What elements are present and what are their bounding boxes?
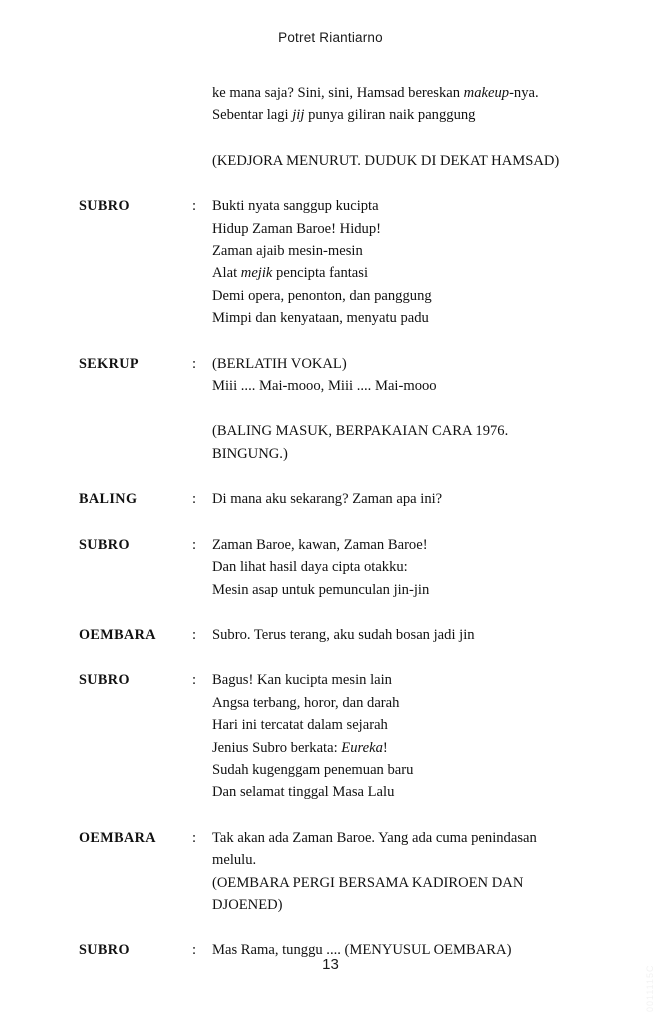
speaker-label: SUBRO [79,942,130,959]
dialogue-line-row [79,781,579,803]
dialogue-text [212,894,579,916]
speaker-colon: : [192,672,197,689]
speaker-label: BALING [79,491,138,508]
dialogue-text [212,579,579,601]
dialogue-text [212,420,579,465]
emphasis-text: makeup [463,85,510,101]
text-line: Alat mejik pencipta fantasi [212,265,369,282]
dialogue-block [79,150,579,172]
speaker-colon: : [192,198,197,215]
dialogue-line-row [79,872,579,894]
text-line: Bagus! Kan kucipta mesin lain [212,672,392,689]
speaker-colon: : [192,491,197,508]
text-line: Di mana aku sekarang? Zaman apa ini? [212,491,443,508]
dialogue-text [212,218,579,240]
block-spacer [79,916,579,939]
text-line: (BALING MASUK, BERPAKAIAN CARA 1976. BINGUNG.) [212,423,509,462]
speaker-colon: : [192,536,197,553]
dialogue-block [79,669,579,691]
emphasis-text: Eureka [341,739,383,756]
text-line: Miii .... Mai-mooo, Miii .... Mai-mooo [212,378,437,395]
dialogue-text [212,353,579,375]
block-spacer [79,127,579,150]
text-line: (OEMBARA PERGI BERSAMA KADIROEN DAN [212,874,524,891]
dialogue-line-row [79,218,579,240]
dialogue-line-row [79,579,579,601]
dialogue-block [79,624,579,646]
dialogue-text [212,150,579,172]
text-line: Mesin asap untuk pemunculan jin-jin [212,581,430,598]
text-line: Tak akan ada Zaman Baroe. Yang ada cuma penindasan [212,829,537,846]
dialogue-line-row [79,759,579,781]
emphasis-text: jij [292,107,305,124]
dialogue-block [79,353,579,375]
text-line: Jenius Subro berkata: Eureka! [212,739,388,756]
text-line: Hari ini tercatat dalam sejarah [212,717,388,734]
dialogue-block [79,827,579,849]
text-line: Zaman Baroe, kawan, Zaman Baroe! [212,536,428,553]
dialogue-text [212,375,579,397]
dialogue-line-row [79,849,579,871]
text-line: Demi opera, penonton, dan panggung [212,287,432,304]
dialogue-text [212,104,579,126]
dialogue-text [212,82,579,104]
dialogue-text [212,556,579,578]
block-spacer [79,646,579,669]
dialogue-text [212,827,579,849]
dialogue-line-row [79,556,579,578]
block-spacer [79,804,579,827]
text-line: Mimpi dan kenyataan, menyatu padu [212,310,429,327]
dialogue-text [212,240,579,262]
text-line: (KEDJORA MENURUT. DUDUK DI DEKAT HAMSAD) [212,152,560,169]
dialogue-block [79,488,579,510]
speaker-colon: : [192,626,197,643]
dialogue-line-row [79,240,579,262]
dialogue-text [212,759,579,781]
dialogue-line-row [79,307,579,329]
dialogue-text [212,669,579,691]
dialogue-line-row [79,262,579,284]
text-line: Subro. Terus terang, aku sudah bosan jadi jin [212,626,475,643]
dialogue-line-row [79,285,579,307]
text-line: ke mana saja? Sini, sini, Hamsad bereskan makeup-nya. [212,85,539,101]
text-line: (BERLATIH VOKAL) [212,355,347,372]
dialogue-text [212,534,579,556]
block-spacer [79,465,579,488]
dialogue-block [79,420,579,465]
speaker-label: SUBRO [79,536,130,553]
text-line: Dan lihat hasil daya cipta otakku: [212,559,408,576]
text-line: Sebentar lagi jij punya giliran naik panggung [212,107,476,124]
dialogue-line-row [79,737,579,759]
dialogue-text [212,692,579,714]
running-head: Potret Riantiarno [278,30,383,45]
speaker-label: SEKRUP [79,355,139,372]
block-spacer [79,397,579,420]
dialogue-text [212,872,579,894]
dialogue-text [212,195,579,217]
edge-watermark: 0011115C [645,964,655,1012]
dialogue-text [212,714,579,736]
dialogue-text [212,307,579,329]
dialogue-line-row [79,104,579,126]
text-line: Dan selamat tinggal Masa Lalu [212,784,395,801]
text-line: Zaman ajaib mesin-mesin [212,243,363,260]
speaker-label: SUBRO [79,198,130,215]
dialogue-block [79,534,579,556]
dialogue-text [212,781,579,803]
text-line: Sudah kugenggam penemuan baru [212,761,414,778]
dialogue-text [212,849,579,871]
speaker-label: OEMBARA [79,829,156,846]
dialogue-block [79,82,579,104]
speaker-colon: : [192,942,197,959]
block-spacer [79,172,579,195]
dialogue-text [212,285,579,307]
text-line: Angsa terbang, horor, dan darah [212,694,400,711]
dialogue-text [212,737,579,759]
speaker-label: OEMBARA [79,626,156,643]
dialogue-text [212,624,579,646]
text-line: melulu. [212,852,257,869]
speaker-colon: : [192,829,197,846]
dialogue-block [79,195,579,217]
emphasis-text: mejik [240,265,273,282]
dialogue-text [212,488,579,510]
page-number: 13 [322,956,339,973]
dialogue-line-row [79,894,579,916]
dialogue-body [79,82,579,962]
dialogue-line-row [79,714,579,736]
dialogue-line-row [79,375,579,397]
speaker-label: SUBRO [79,672,130,689]
dialogue-text [212,262,579,284]
block-spacer [79,601,579,624]
text-line: DJOENED) [212,896,283,913]
dialogue-line-row [79,692,579,714]
text-line: Mas Rama, tunggu .... (MENYUSUL OEMBARA) [212,942,512,959]
block-spacer [79,511,579,534]
speaker-colon: : [192,355,197,372]
text-line: Hidup Zaman Baroe! Hidup! [212,220,381,237]
block-spacer [79,330,579,353]
text-line: Bukti nyata sanggup kucipta [212,198,379,215]
